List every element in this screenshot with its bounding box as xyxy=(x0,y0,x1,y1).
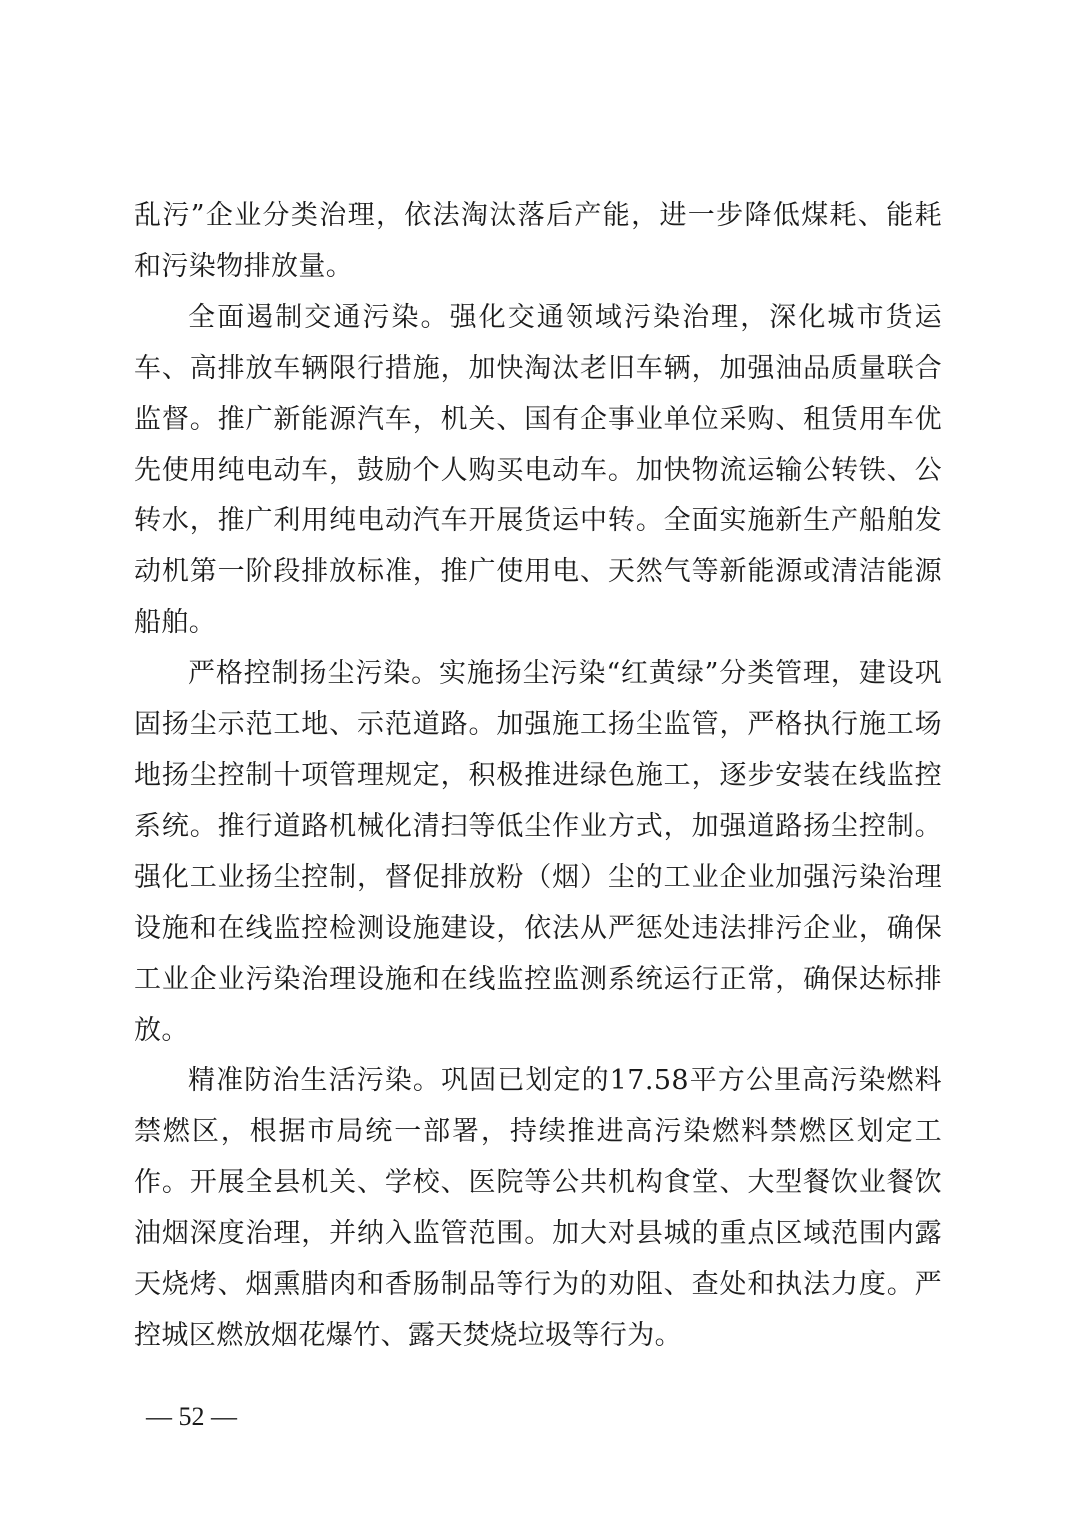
paragraph-domestic-pollution: 精准防治生活污染。巩固已划定的17.58平方公里高污染燃料禁燃区，根据市局统一部署，持续推进高污染燃料禁燃区划定工作。开展全县机关、学校、医院等公共机构食堂、大型餐饮业餐饮油烟深度治理，并纳入监管范围。加大对县城的重点区域范围内露天烧烤、烟熏腊肉和香肠制品等行为的劝阻、查处和执法力度。严控城区燃放烟花爆竹、露天焚烧垃圾等行为。 xyxy=(134,1065,942,1351)
paragraph-dust-pollution: 严格控制扬尘污染。实施扬尘污染“红黄绿”分类管理，建设巩固扬尘示范工地、示范道路。加强施工扬尘监管，严格执行施工场地扬尘控制十项管理规定，积极推进绿色施工，逐步安装在线监控系统。推行道路机械化清扫等低尘作业方式，加强道路扬尘控制。强化工业扬尘控制，督促排放粉（烟）尘的工业企业加强污染治理设施和在线监控检测设施建设，依法从严惩处违法排污企业，确保工业企业污染治理设施和在线监控监测系统运行正常，确保达标排放。 xyxy=(134,658,942,1046)
paragraph-continuation: 乱污”企业分类治理，依法淘汰落后产能，进一步降低煤耗、能耗和污染物排放量。 xyxy=(134,200,942,282)
paragraph-traffic-pollution: 全面遏制交通污染。强化交通领域污染治理，深化城市货运车、高排放车辆限行措施，加快淘汰老旧车辆，加强油品质量联合监督。推广新能源汽车，机关、国有企事业单位采购、租赁用车优先使用纯电动车，鼓励个人购买电动车。加快物流运输公转铁、公转水，推广利用纯电动汽车开展货运中转。全面实施新生产船舶发动机第一阶段排放标准，推广使用电、天然气等新能源或清洁能源船舶。 xyxy=(134,301,942,639)
document-body xyxy=(134,191,942,1362)
page-number: — 52 — xyxy=(146,1402,237,1431)
